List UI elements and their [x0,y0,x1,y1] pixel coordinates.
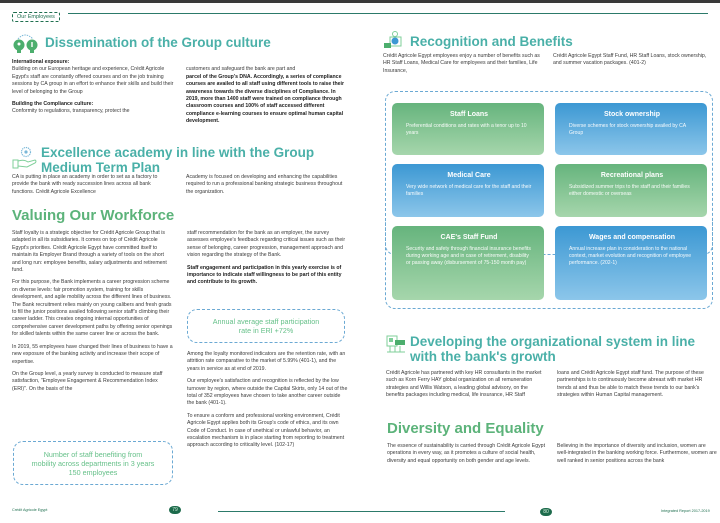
academy-title-line2: Medium Term Plan [41,160,161,175]
callout-mobility-value: 150 employees [68,467,118,477]
workforce-col2-intro: staff recommendation for the bank as an employer, the survey assesses employee's feedback regarding critical issues such as their sense of belonging, career progression, management approach and vision regarding the strategy of the Bank. [187,230,346,259]
hand-gear-icon [12,146,38,175]
card-desc: Subsidized summer trips to the staff and their families either domestic or overseas [569,184,690,197]
card-title: Stock ownership [603,111,660,118]
workforce-col2-after [187,351,349,455]
dissemination-col2-bold2: In 2019, more than 1400 staff were trained on compliance through classroom courses and 100% of staff accessed different compliance e-learning courses to ensure optimal human capital development. [186,88,344,125]
organizational-title-line1: Developing the organizational system in line [410,334,696,349]
callout-participation [187,309,345,343]
footer-company: Crédit Agricole Egypt [12,508,48,512]
heading-compliance-culture: Building the Compliance culture: [12,101,94,108]
section-title-workforce: Valuing Our Workforce [12,207,175,224]
dissemination-col2-bold: parcel of the Group's DNA. Accordingly, a series of compliance courses are availed to all staff using different tools to raise their awareness towards the diverse disciplines of Compliance. [186,73,344,95]
organizational-col1: Crédit Agricole has partnered with key HR consultants in the market such as Korn Ferry HAY global organization on all remuneration strategies and Willis Watson, a leading global advisory, on the benefits packages including medical, life insurance, HR Staff [386,370,542,399]
dissemination-col2 [186,59,348,126]
diversity-col1: The essence of sustainability is carried through Crédit Agricole Egypt operations in every way, as it promotes a culture of social health, diversity and equal opportunity on both gender and age levels. [387,443,546,464]
retention-para: Among the loyalty monitored indicators are the retention rate, with an attrition rate comparative to the market of 5.99% (401-1), and the years in service as at end of 2019. [187,351,346,372]
benefits-frame-lower [385,220,713,309]
callout-participation-value: rate in ERI +72% [238,326,294,335]
page-number-80: 80 [540,508,552,516]
heading-international-exposure: International exposure: [12,59,70,65]
recognition-col2: Crédit Agricole Egypt Staff Fund, HR Staff Loans, stock ownership, and summer vacation packages. (401-2) [553,53,707,67]
page-79 [0,3,360,523]
workforce-para-3: In 2019, 55 employees have changed their lines of business to have a new exposure of the banking activity and increase their scope of expertise. [12,343,173,365]
satisfaction-para: Our employee's satisfaction and recognition is reflected by the low turnover by region, where outside the Capital Skirts, only 14 out of the total of 352 employees have chosen to take another career outside the bank (401-1). [187,378,348,407]
card-desc: Annual increase plan in consideration to the national context, market evolution and recognition of employee performance. (202-1) [569,246,692,266]
header-rule-right [360,13,708,14]
card-title: Medical Care [447,172,491,179]
code-of-conduct-para: To ensure a conform and professional working environment, Crédit Agricole Egypt applies both its Group's code of ethics, and its own Code of Conduct. In case of unethical or unlawful behavior, an escalation mechanism is in place starting from reporting to treatment approach according to criticality level. (102-17) [187,412,345,449]
workforce-col1 [12,230,174,398]
section-title-diversity: Diversity and Equality [387,420,544,437]
workforce-para-1: Staff loyalty is a strategic objective for Crédit Agricole Group that is adapted in all its subsidiaries. It comes on top of Crédit Agricole Egypt's priorities. Crédit Agricole Egypt have committed itself to maintain its Employer Brand through a variety of tools on the short and long run: employee benefits, salary adjustments and retirement fund. [12,230,167,274]
footer-rule-right [360,511,505,512]
organizational-title-line2: with the bank's growth [410,349,556,364]
callout-mobility [13,441,173,485]
card-desc: Diverse schemes for stock ownership availed by CA Group [569,123,686,136]
benefit-card-staff-loans [392,103,544,155]
section-title-recognition: Recognition and Benefits [410,34,573,49]
section-title-organizational [410,334,695,364]
section-title-dissemination: Dissemination of the Group culture [45,35,271,50]
card-title: Wages and compensation [588,234,676,241]
card-title: CAE's Staff Fund [440,234,498,241]
header-rule [68,13,360,14]
international-exposure-text: Building on our European heritage and experience, Crédit Agricole Egypt's staff are constantly offered courses and on the job training sessions by CA group in an effort to enhance their skills and build their level of belonging to the Group [12,66,174,95]
section-tag: Our Employees [12,12,60,22]
workforce-engagement-bold: Staff engagement and participation in this yearly exercise is of importance to indicate staff willingness to be part of this entity and contribute to its growth. [187,264,342,286]
footer-rule-left [218,511,360,512]
building-chart-icon [386,335,408,358]
workforce-col2 [187,230,349,292]
academy-col2: Academy is focused on developing and enhancing the capabilities required to run a professional banking strategic business throughout the organization. [186,174,343,195]
benefit-card-recreational-plans [555,164,707,217]
footer-report: Integrated Report 2017-2019 [661,509,710,513]
heads-network-icon [12,31,40,58]
callout-participation-line1: Annual average staff participation [212,317,320,326]
dissemination-col2-plain: customers and safeguard the bank are part and [186,66,296,73]
workforce-para-4: On the Group level, a yearly survey is conducted to measure staff satisfaction, "Employee Engagement & Recommendation Index (ERI)". On the basis of the [12,370,163,392]
dissemination-col1 [12,59,174,116]
recognition-col1: Crédit Agricole Egypt employees enjoy a number of benefits such as HR Staff Loans, Medical Care for employees and their families, Life Insurance, [383,53,540,74]
academy-col1: CA is putting in place an academy in order to set as a factory to provide the bank with ready succession lines across all bank functions. Crédit Agricole Excellence [12,174,158,195]
callout-mobility-line1: Number of staff benefiting from [43,449,143,459]
benefit-card-medical-care [392,164,544,217]
benefit-card-stock-ownership [555,103,707,155]
section-title-academy [41,145,314,175]
compliance-culture-text: Conformity to regulations, transparency, protect the [12,108,130,115]
diversity-col2: Believing in the importance of diversity and inclusion, women are well-integrated in the banking working force. Furthermore, women are well ranked in senior positions across the bank [557,443,717,464]
person-award-icon [383,30,405,55]
organizational-col2: loans and Crédit Agricole Egypt staff fund. The purpose of these partnerships is to continuously become abreast with market HR trends at and thus be able to match these trends to our bank's strategies within Human Capital management. [557,370,704,399]
academy-title-line1: Excellence academy in line with the Group [41,145,315,160]
page-number-79: 79 [169,506,181,514]
callout-mobility-line2: mobility across departments in 3 years [31,458,155,468]
card-desc: Security and safety through financial insurance benefits during working age and in case of retirement, disability or passing away (disbursement of 75-150 month pay) [406,246,531,266]
workforce-para-2: For this purpose, the Bank implements a career progression scheme on diverse levels: fair promotion system, training for skills development, and agile mobility across the different lines of business. The Bank recruitment relies mainly on young calibers and fresh grads to fill the junior positions availed following senior staff's climbing their career ladder. This creates ongoing internal opportunities of comprehensive career development paths by offering senior openings for skilled talents within the same career line or across the bank. [12,279,173,338]
card-title: Staff Loans [449,111,489,118]
card-desc: Preferential conditions and rates with a tenor up to 10 years [406,123,527,136]
card-desc: Very wide network of medical care for the staff and their families [406,184,532,197]
card-title: Recreational plans [600,172,664,179]
